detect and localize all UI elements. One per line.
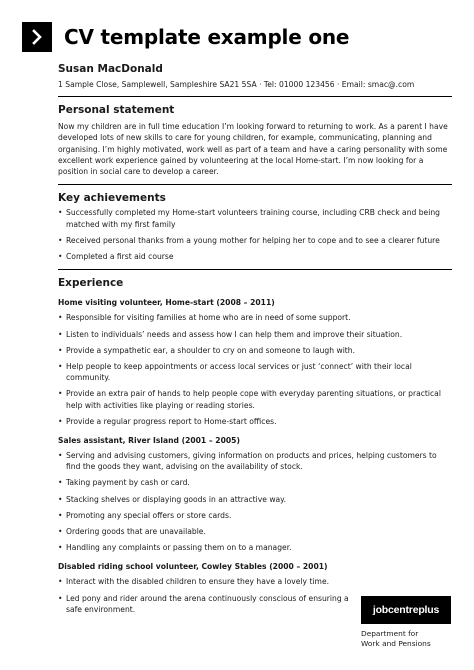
personal-statement-heading: Personal statement	[58, 104, 175, 116]
job-duties-list	[58, 450, 452, 553]
bullet-icon: •	[58, 526, 63, 536]
contact-details: 1 Sample Close, Samplewell, Sampleshire SA21 5SA · Tel: 01000 123456 · Email: smac@.com	[58, 80, 415, 89]
list-item: • Provide a regular progress report to Home-start offices.	[58, 416, 277, 426]
list-item: • Ordering goods that are unavailable.	[58, 526, 206, 536]
candidate-name: Susan MacDonald	[58, 63, 163, 75]
divider	[58, 269, 452, 270]
job-duties-list	[58, 576, 350, 615]
bullet-icon: •	[58, 252, 63, 262]
job-title: Disabled riding school volunteer, Cowley Stables (2000 – 2001)	[58, 562, 328, 572]
list-item: • Interact with the disabled children to ensure they have a lovely time.	[58, 577, 330, 587]
list-item: • Provide a sympathetic ear, a shoulder to cry on and someone to laugh with.	[58, 345, 356, 355]
bullet-icon: •	[58, 208, 63, 218]
bullet-icon: •	[58, 313, 63, 323]
bullet-icon: •	[58, 416, 63, 426]
list-item: • Led pony and rider around the arena continuously conscious of ensuring a safe environment.	[58, 593, 349, 614]
list-item: • Promoting any special offers or store cards.	[58, 510, 232, 520]
bullet-icon: •	[58, 478, 63, 488]
bullet-icon: •	[58, 389, 63, 399]
job-title: Sales assistant, River Island (2001 – 2005)	[58, 435, 240, 445]
bullet-icon: •	[58, 543, 63, 553]
list-item: • Taking payment by cash or card.	[58, 478, 190, 488]
bullet-icon: •	[58, 345, 63, 355]
personal-statement-text: Now my children are in full time education I’m looking forward to returning to work. As a parent I have developed lots of new skills to care for young children, for example, communicating, planning and organising. I’m highly motivated, work well as part of a team and have a caring personality with some excellent work experience gained by volunteering at the local Home-start. I’m now looking for a position in social care to develop a career.	[58, 122, 448, 177]
experience-heading: Experience	[58, 277, 124, 290]
key-achievements-heading: Key achievements	[58, 192, 166, 205]
list-item: • Handling any complaints or passing them on to a manager.	[58, 543, 292, 553]
job-duties-list	[58, 312, 452, 427]
bullet-icon: •	[58, 361, 63, 371]
bullet-icon: •	[58, 510, 63, 520]
list-item: • Completed a first aid course	[58, 252, 174, 262]
list-item: • Serving and advising customers, giving information on products and prices, helping customers to find the goods they want, advising on the availability of stock.	[58, 450, 437, 472]
list-item: • Help people to keep appointments or access local services or just ‘connect’ with their local community.	[58, 361, 412, 383]
list-item: • Stacking shelves or displaying goods in an attractive way.	[58, 494, 287, 504]
list-item: • Responsible for visiting families at home who are in need of some support.	[58, 313, 351, 323]
bullet-icon: •	[58, 329, 63, 339]
bullet-icon: •	[58, 577, 63, 587]
cv-body	[58, 60, 452, 620]
jobcentreplus-logo: jobcentreplus	[361, 596, 451, 624]
list-item: • Listen to individuals’ needs and assess how I can help them and improve their situation.	[58, 329, 403, 339]
bullet-icon: •	[58, 450, 63, 460]
chevron-right-icon	[22, 22, 52, 52]
divider	[58, 96, 452, 97]
department-name: Department for Work and Pensions	[361, 629, 431, 648]
bullet-icon: •	[58, 235, 63, 245]
bullet-icon: •	[58, 593, 63, 603]
list-item: • Received personal thanks from a young mother for helping her to cope and to see a clearer future	[58, 235, 440, 245]
job-title: Home visiting volunteer, Home-start (2008 – 2011)	[58, 298, 275, 308]
achievements-list	[58, 207, 452, 262]
list-item: • Successfully completed my Home-start volunteers training course, including CRB check and being matched with my first family	[58, 208, 440, 229]
page-title: CV template example one	[64, 25, 350, 49]
divider	[58, 184, 452, 185]
bullet-icon: •	[58, 494, 63, 504]
page-header	[22, 22, 349, 52]
list-item: • Provide an extra pair of hands to help people cope with everyday parenting situations, or practical help with activities like playing or reading stories.	[58, 389, 441, 410]
